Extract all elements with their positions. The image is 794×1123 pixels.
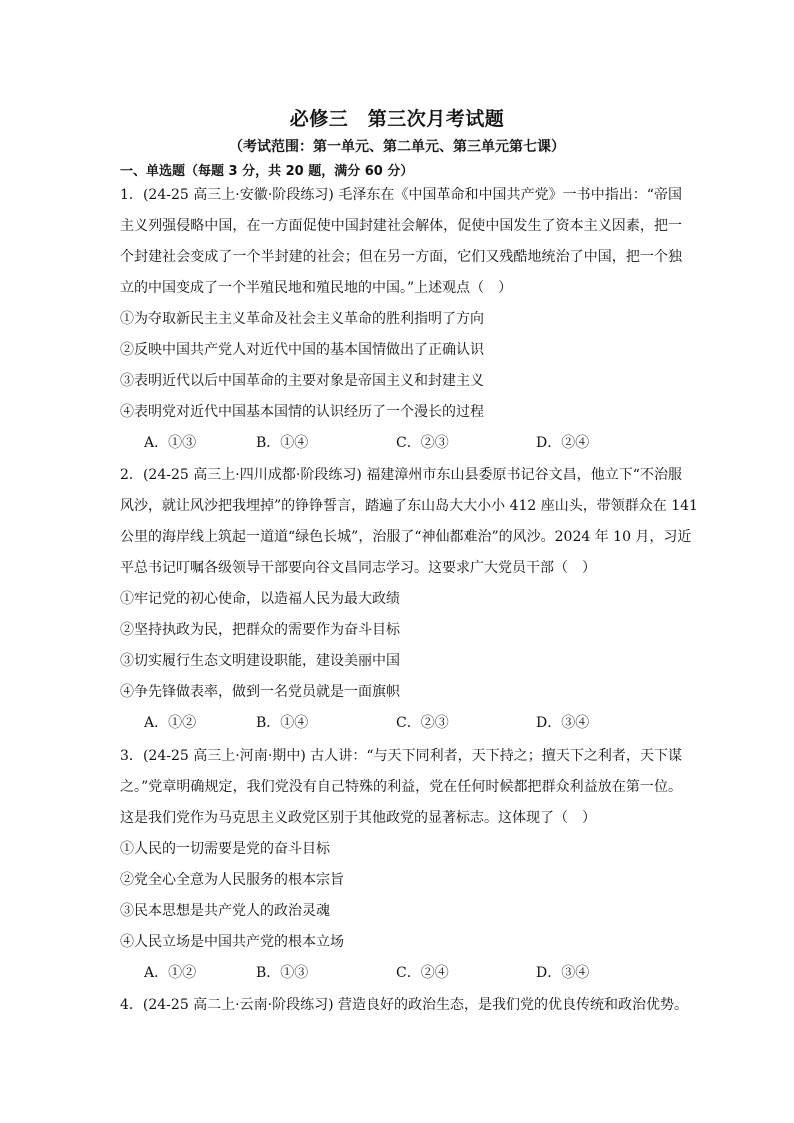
question-stem-line: 之。”党章明确规定，我们党没有自己特殊的利益，党在任何时候都把群众利益放在第一位。 [120,779,682,795]
choice-b[interactable]: B．①③ [256,965,309,981]
choice-b[interactable]: B．①④ [256,435,309,451]
choice-c[interactable]: C．②④ [396,965,449,981]
question-stem-line: 风沙，就让风沙把我埋掉”的铮铮誓言，踏遍了东山岛大大小小 412 座山头，带领群众在 141 [120,498,698,514]
question-stem-line: 3．(24-25 高三上·河南·期中) 古人讲：“与天下同利者，天下持之；擅天下之利者，天下谋 [120,748,682,764]
statement-2: ②反映中国共产党人对近代中国的基本国情做出了正确认识 [120,342,484,358]
question-stem-line: 平总书记叮嘱各级领导干部要向谷文昌同志学习。这要求广大党员干部（ ） [120,560,596,576]
answer-choices [120,708,682,739]
exam-title: 必修三 第三次月考试题 [289,108,505,130]
choice-b[interactable]: B．①④ [256,715,309,731]
question-stem-line: 立的中国变成了一个半殖民地和殖民地的中国。”上述观点（ ） [120,280,513,296]
question-stem-line: 2．(24-25 高三上·四川成都·阶段练习) 福建漳州市东山县委原书记谷文昌，他立下“不治服 [120,467,682,483]
statement-1: ①牢记党的初心使命，以造福人民为最大政绩 [120,591,400,607]
statement-4: ④争先锋做表率，做到一名党员就是一面旗帜 [120,684,400,700]
question-3 [120,741,682,989]
statement-3: ③切实履行生态文明建设职能，建设美丽中国 [120,653,400,669]
question-stem-line: 公里的海岸线上筑起一道道“绿色长城”，治服了“神仙都难治”的风沙。2024 年 10 月，习近 [120,529,692,545]
statement-4: ④表明党对近代中国基本国情的认识经历了一个漫长的过程 [120,404,484,420]
answer-choices [120,958,682,989]
choice-d[interactable]: D．③④ [536,715,590,731]
statement-1: ①人民的一切需要是党的奋斗目标 [120,841,330,857]
statement-3: ③民本思想是共产党人的政治灵魂 [120,903,330,919]
answer-choices [120,428,682,459]
question-stem-line: 这是我们党作为马克思主义政党区别于其他政党的显著标志。这体现了（ ） [120,810,596,826]
choice-a[interactable]: A．①③ [144,435,197,451]
statement-2: ②坚持执政为民，把群众的需要作为奋斗目标 [120,622,400,638]
exam-scope: （考试范围：第一单元、第二单元、第三单元第七课） [229,139,565,155]
question-2 [120,460,698,739]
choice-a[interactable]: A．①② [144,715,197,731]
section-heading: 一、单选题（每题 3 分，共 20 题，满分 60 分） [120,164,414,179]
choice-a[interactable]: A．①② [144,965,197,981]
statement-2: ②党全心全意为人民服务的根本宗旨 [120,872,344,888]
choice-c[interactable]: C．②③ [396,715,449,731]
question-1 [120,180,682,459]
statement-3: ③表明近代以后中国革命的主要对象是帝国主义和封建主义 [120,373,484,389]
question-4 [120,990,688,1021]
question-stem-line: 个封建社会变成了一个半封建的社会；但在另一方面，它们又残酷地统治了中国，把一个独 [120,249,682,265]
question-stem-line: 1．(24-25 高三上·安徽·阶段练习) 毛泽东在《中国革命和中国共产党》一书中指出：“帝国 [120,187,682,203]
statement-4: ④人民立场是中国共产党的根本立场 [120,934,344,950]
question-stem-line: 主义列强侵略中国，在一方面促使中国封建社会解体，促使中国发生了资本主义因素，把一 [120,218,682,234]
choice-d[interactable]: D．③④ [536,965,590,981]
choice-c[interactable]: C．②③ [396,435,449,451]
statement-1: ①为夺取新民主主义革命及社会主义革命的胜利指明了方向 [120,311,484,327]
choice-d[interactable]: D．②④ [536,435,590,451]
question-stem-line: 4．(24-25 高二上·云南·阶段练习) 营造良好的政治生态，是我们党的优良传统和政治优势。 [120,997,688,1013]
